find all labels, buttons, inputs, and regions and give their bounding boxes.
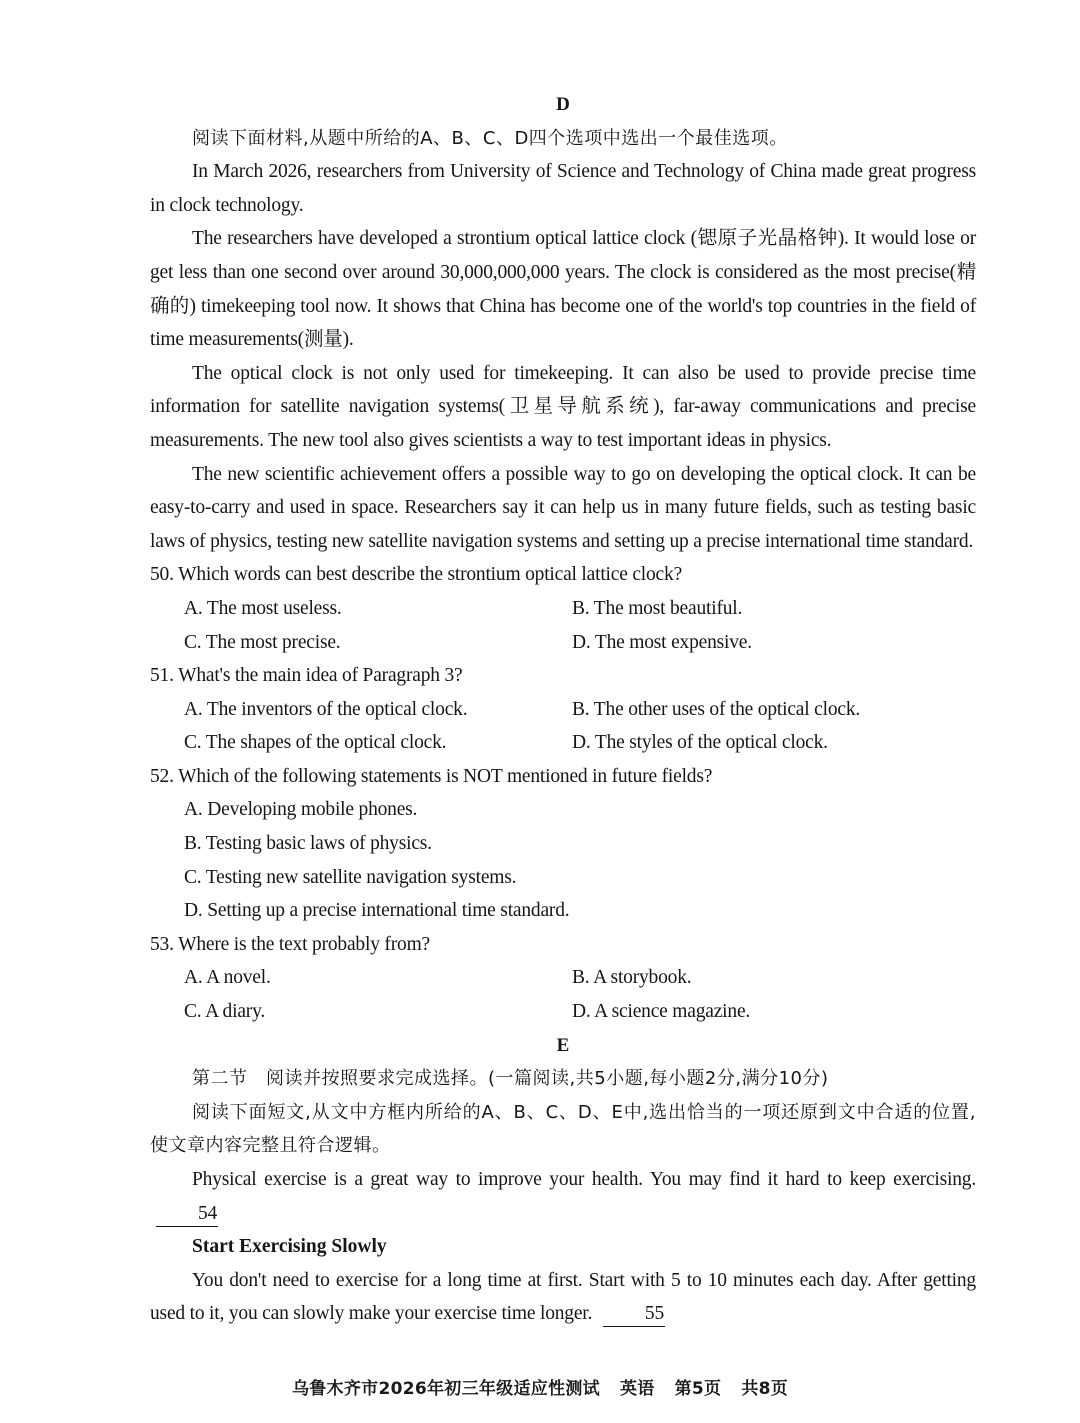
page-number: 第5页 <box>674 1379 722 1399</box>
section-e-heading: E <box>556 1034 570 1056</box>
question-53-options-row-1 <box>150 961 976 995</box>
exam-page <box>150 88 976 1331</box>
page-total: 共8页 <box>741 1379 789 1399</box>
option-c[interactable]: C. A diary. <box>184 1001 266 1023</box>
question-51-options-row-1 <box>150 693 976 727</box>
question-51 <box>150 659 976 693</box>
question-53-options-row-2 <box>150 995 976 1029</box>
passage-paragraph-3: The optical clock is not only used for timekeeping. It can also be used to provide precise time information for satellite navigation systems(卫星导航系统), far-away communications and precise measurements. The new tool also gives scientists a way to test important ideas in physics. <box>150 362 976 451</box>
option-c[interactable]: C. Testing new satellite navigation systems. <box>184 866 517 888</box>
option-a[interactable]: A. A novel. <box>184 967 271 989</box>
answer-blank-54[interactable]: 54 <box>156 1202 218 1227</box>
question-53 <box>150 928 976 962</box>
section-e-title: 第二节 阅读并按照要求完成选择。(一篇阅读,共5小题,每小题2分,满分10分) <box>192 1068 829 1090</box>
option-c[interactable]: C. The shapes of the optical clock. <box>184 732 447 754</box>
passage-e-subheading: Start Exercising Slowly <box>192 1236 387 1258</box>
option-a[interactable]: A. Developing mobile phones. <box>184 799 418 821</box>
option-a[interactable]: A. The most useless. <box>184 597 342 619</box>
question-number: 51. <box>150 665 174 687</box>
exam-title: 乌鲁木齐市2026年初三年级适应性测试 <box>291 1379 600 1399</box>
page-footer <box>0 1374 1080 1399</box>
question-51-options-row-2 <box>150 726 976 760</box>
option-a[interactable]: A. The inventors of the optical clock. <box>184 698 468 720</box>
option-d[interactable]: D. A science magazine. <box>572 1001 751 1023</box>
question-52 <box>150 760 976 794</box>
question-number: 53. <box>150 933 174 955</box>
option-d[interactable]: D. The most expensive. <box>572 631 752 653</box>
paragraph-text: You don't need to exercise for a long time at first. Start with 5 to 10 minutes each day. After getting used to it, you can slowly make your exercise time longer. <box>150 1269 976 1325</box>
passage-e-paragraph-1 <box>150 1163 976 1230</box>
section-d-instruction: 阅读下面材料,从题中所给的A、B、C、D四个选项中选出一个最佳选项。 <box>192 127 788 149</box>
passage-e-paragraph-2 <box>150 1264 976 1331</box>
option-d[interactable]: D. Setting up a precise international time standard. <box>184 900 570 922</box>
option-b[interactable]: B. The other uses of the optical clock. <box>572 698 861 720</box>
paragraph-text: Physical exercise is a great way to improve your health. You may find it hard to keep exercising. <box>192 1169 976 1190</box>
section-e-instruction: 阅读下面短文,从文中方框内所给的A、B、C、D、E中,选出恰当的一项还原到文中合适的位置,使文章内容完整且符合逻辑。 <box>150 1101 977 1157</box>
section-d-heading: D <box>556 94 570 115</box>
question-text: Which of the following statements is NOT mentioned in future fields? <box>178 765 713 787</box>
question-number: 50. <box>150 564 174 586</box>
subject-label: 英语 <box>619 1379 655 1399</box>
answer-blank-55[interactable]: 55 <box>603 1302 665 1327</box>
question-50-options-row-2 <box>150 626 976 660</box>
option-b[interactable]: B. The most beautiful. <box>572 597 743 619</box>
question-number: 52. <box>150 765 174 787</box>
passage-paragraph-4: The new scientific achievement offers a possible way to go on developing the optical clock. It can be easy-to-carry and used in space. Researchers say it can help us in many future fields, such as testing basic laws of physics, testing new satellite navigation systems and setting up a precise international time standard. <box>150 463 976 552</box>
option-b[interactable]: B. A storybook. <box>572 967 692 989</box>
option-d[interactable]: D. The styles of the optical clock. <box>572 732 828 754</box>
question-text: Where is the text probably from? <box>178 933 430 955</box>
option-c[interactable]: C. The most precise. <box>184 631 341 653</box>
passage-paragraph-2: The researchers have developed a strontium optical lattice clock (锶原子光晶格钟). It would lose or get less than one second over around 30,000,000,000 years. The clock is considered as the most precise(精确的) timekeeping tool now. It shows that China has become one of the world's top countries in the field of time measurements(测量). <box>150 228 976 351</box>
question-text: What's the main idea of Paragraph 3? <box>178 665 463 687</box>
question-text: Which words can best describe the strontium optical lattice clock? <box>178 564 683 586</box>
option-b[interactable]: B. Testing basic laws of physics. <box>184 833 432 855</box>
passage-paragraph-1: In March 2026, researchers from University of Science and Technology of China made great progress in clock technology. <box>150 161 976 216</box>
question-50-options-row-1 <box>150 592 976 626</box>
question-50 <box>150 558 976 592</box>
